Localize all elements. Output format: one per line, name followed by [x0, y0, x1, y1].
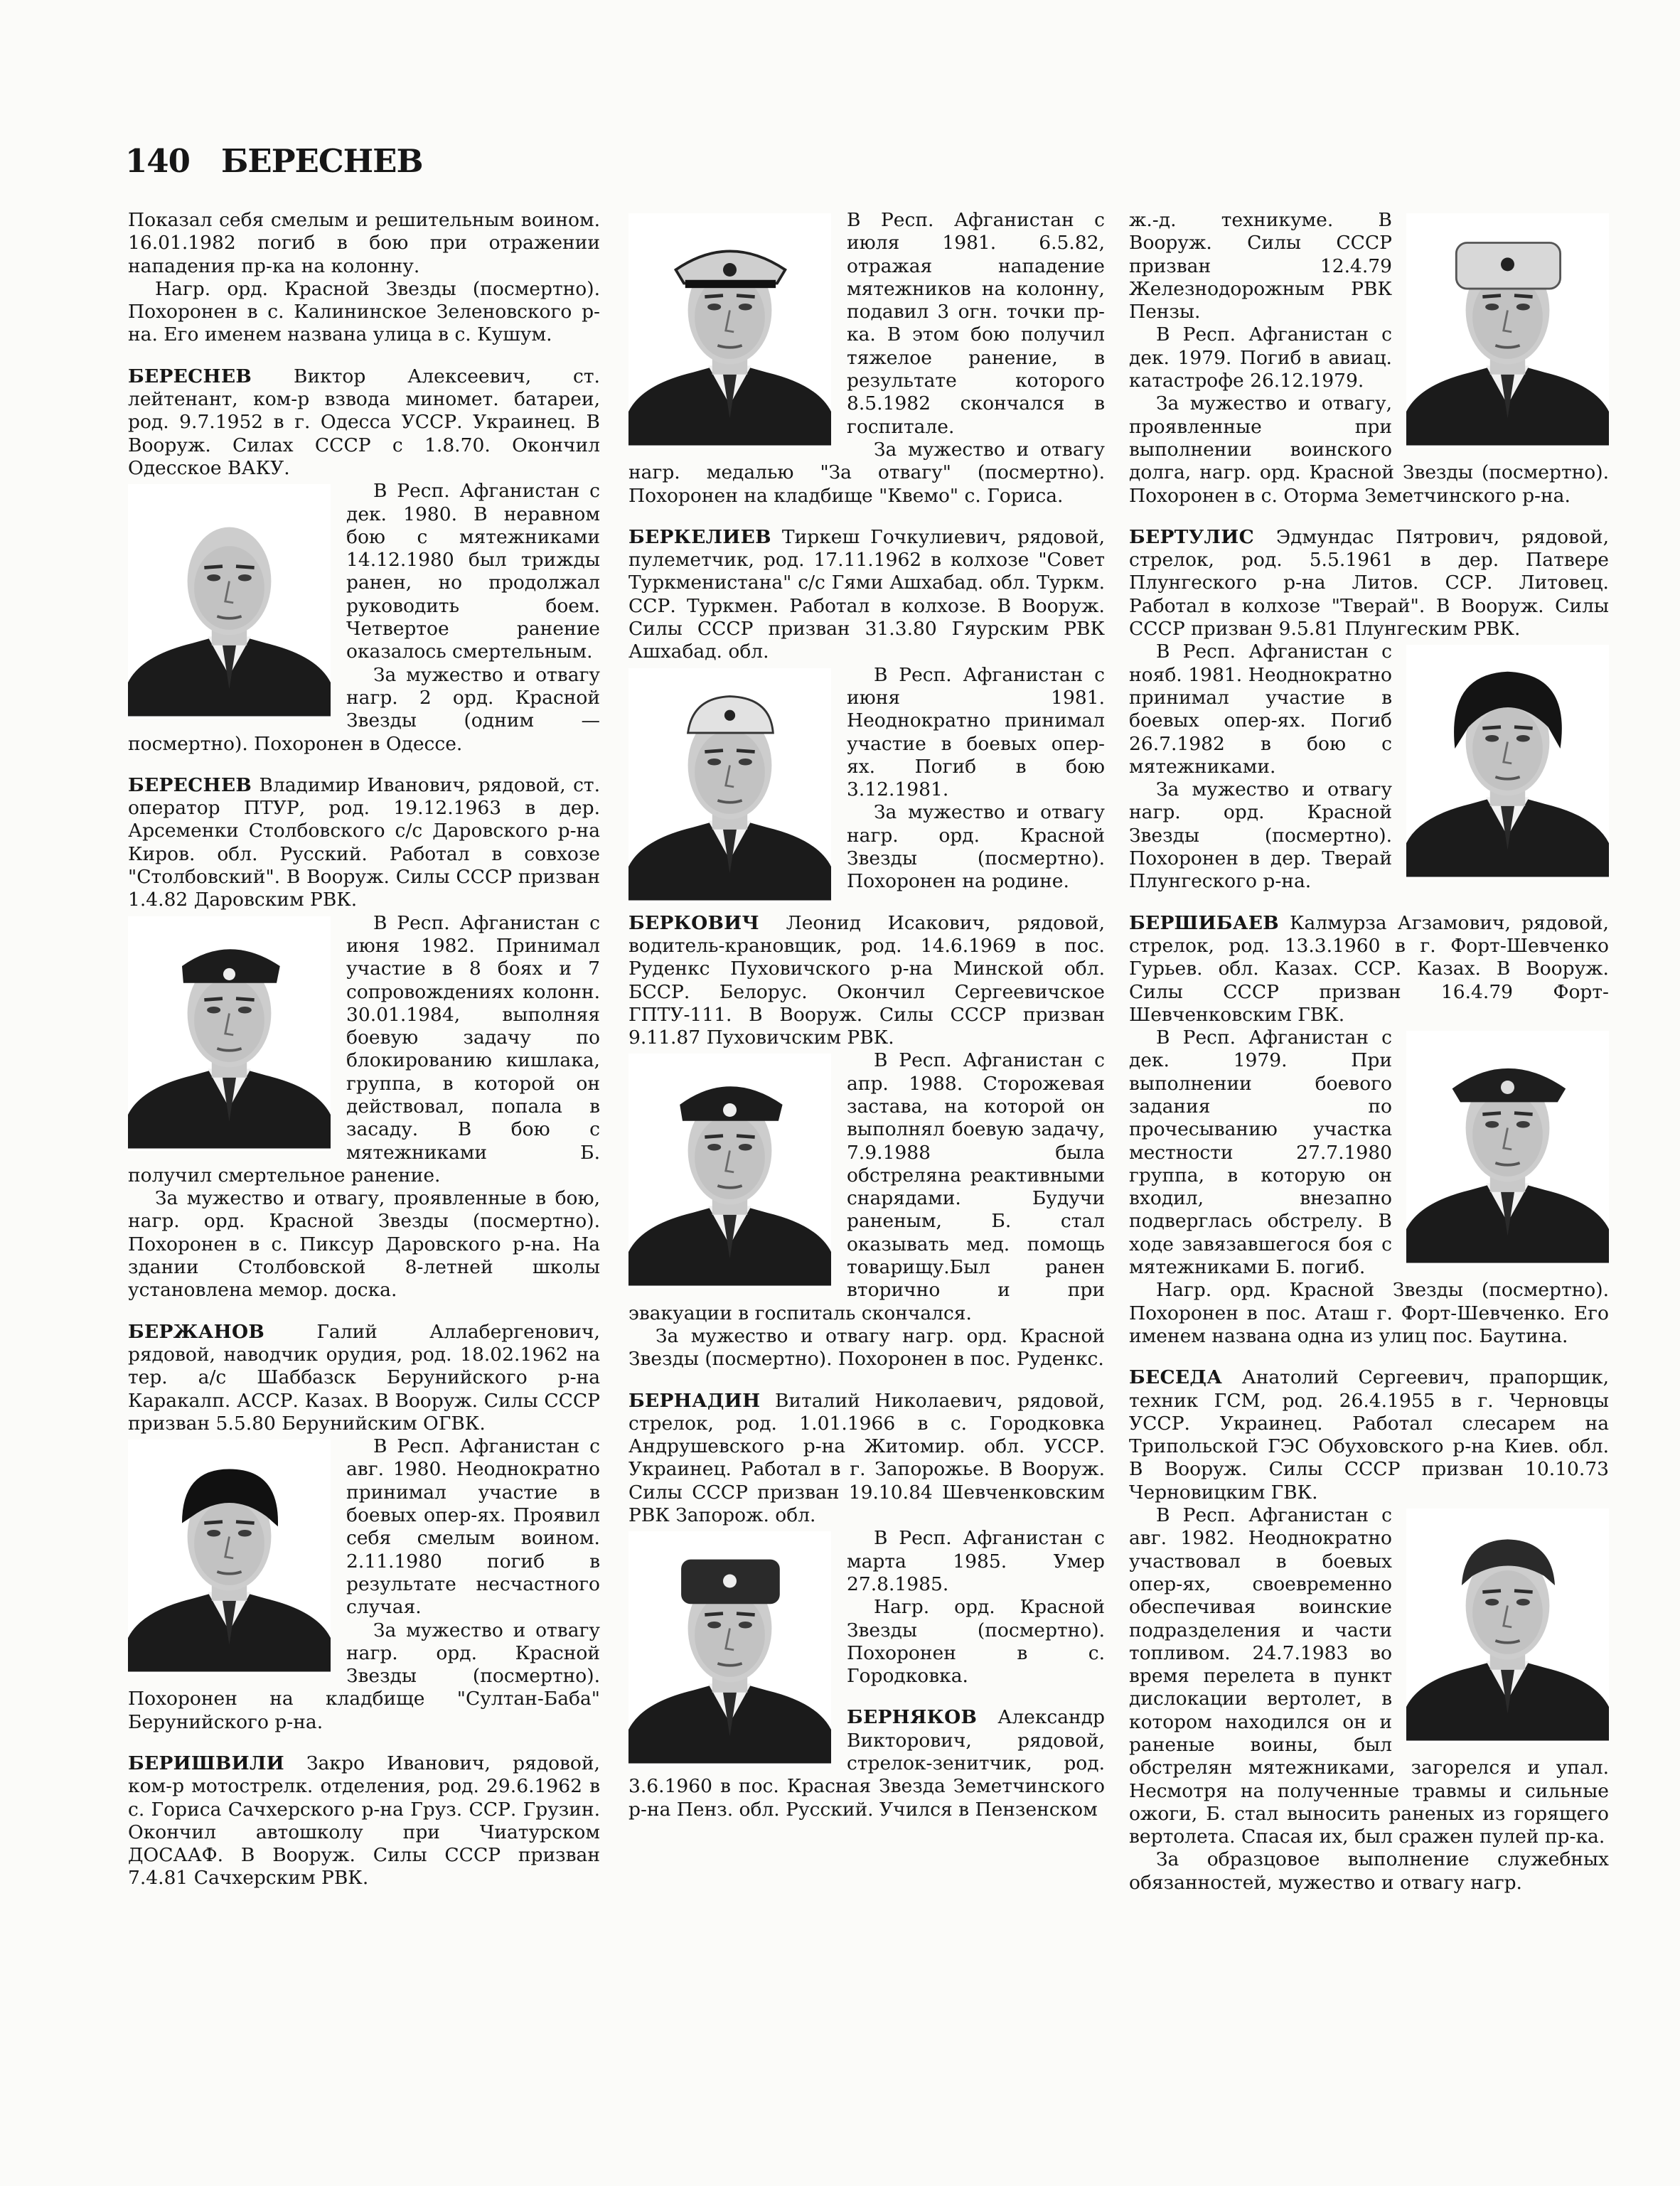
entry-bershibaev — [1129, 912, 1609, 1349]
entry-continuation — [628, 209, 1105, 508]
entry-bio: Владимир Иванович, рядовой, ст. оператор ПТУР, род. 19.12.1963 в дер. Арсеменки Столбовского с/с Даровского р-на Киров. обл. Русский. Работал в совхозе "Столбовский". В Вооруж. Силы СССР призван 1.4.82 Даровским РВК. — [128, 773, 600, 911]
entry-surname: БЕРТУЛИС — [1129, 525, 1254, 548]
entry-surname: БЕРЕСНЕВ — [128, 773, 252, 796]
paragraph: За образцовое выполнение служебных обязанностей, мужество и отвагу нагр. — [1129, 1848, 1609, 1894]
page-running-title: БЕРЕСНЕВ — [220, 142, 423, 180]
portrait-photo — [128, 484, 331, 719]
entry-beresnev-viktor — [128, 365, 600, 756]
paragraph: В Респ. Афганистан с июля 1981. 6.5.82, отражая нападение мятежников на колонну, подавил 3 огн. точки пр-ка. В этом бою получил тяжелое ранение, в результате которого 8.5.1982 скончался в госпитале. — [847, 209, 1105, 438]
paragraph: В Респ. Афганистан с дек. 1979. При выполнении боевого задания по прочесыванию участка местности 27.7.1980 группа, в которую он входил, внезапно подверглась обстрелу. В ходе завязавшегося боя с мятежниками Б. погиб. — [1129, 1027, 1392, 1279]
entry-bertulis — [1129, 526, 1609, 894]
entry-bio: Закро Иванович, рядовой, ком-р мотострелк. отделения, род. 29.6.1962 в с. Горисa Сачхерского р-на Груз. ССР. Грузин. Окончил автошколу при Чиатурском ДОСААФ. В Вооруж. Силы СССР призван 7.4.81 Сачхерским РВК. — [128, 1752, 600, 1890]
portrait-photo — [628, 1531, 831, 1766]
entry-berkeliev — [628, 526, 1105, 894]
paragraph: В Респ. Афганистан с дек. 1980. В неравном бою с мятежниками 14.12.1980 был трижды ранен, но продолжал руководить боем. Четвертое ранение оказалось смертельным. — [346, 480, 600, 663]
paragraph: В Респ. Афганистан с авг. 1980. Неоднократно принимал участие в боевых опер-ях. Проявил себя смелым воином. 2.11.1980 погиб в результате несчастного случая. — [346, 1435, 600, 1619]
entry-surname: БЕРШИБАЕВ — [1129, 911, 1279, 934]
column-3 — [1129, 209, 1609, 2171]
paragraph: За мужество и отвагу нагр. орд. Красной Звезды (посмертно). Похоронен в дер. Тверай Плунгеского р-на. — [1129, 778, 1392, 893]
entry-berzhanov — [128, 1321, 600, 1734]
entry-beresnev-vladimir — [128, 774, 600, 1302]
entry-surname: БЕРИШВИЛИ — [128, 1752, 285, 1774]
paragraph: За мужество и отвагу нагр. орд. Красной Звезды (посмертно). Похоронен на родине. — [847, 801, 1105, 893]
paragraph: В Респ. Афганистан с апр. 1988. Сторожевая застава, на которой он выполнял боевую задачу, 7.9.1988 была обстреляна реактивными снарядами. Будучи раненым, Б. стал оказывать мед. помощь товарищу.Был ранен вторично и при эвакуации в госпиталь скончался. — [628, 1049, 1105, 1324]
paragraph: В Респ. Афганистан с июня 1982. Принимал участие в 8 боях и 7 сопровождениях колонн. 30.01.1984, выполняя боевую задачу по блокированию кишлака, группа, в которой он действовал, попала в засаду. В бою с мятежниками Б. получил смертельное ранение. — [128, 911, 600, 1186]
paragraph: За мужество и отвагу нагр. 2 орд. Красной Звезды (одним — посмертно). Похоронен в Одессе. — [128, 663, 600, 755]
paragraph: В Респ. Афганистан с июня 1981. Неоднократно принимал участие в боевых опер-ях. Погиб в бою 3.12.1981. — [847, 663, 1105, 801]
entry-continuation — [128, 209, 600, 347]
column-2 — [628, 209, 1105, 2171]
entry-surname: БЕРЕСНЕВ — [128, 365, 252, 387]
paragraph: В Респ. Афганистан с авг. 1982. Неоднократно участвовал в боевых опер-ях, своевременно обеспечивая воинские подразделения и части топливом. 24.7.1983 во время перелета в пункт дислокации вертолет, в котором находился он и раненые воины, был обстрелян мятежниками, загорелся и упал. Несмотря на полученные травмы и сильные ожоги, Б. стал выносить раненых из горящего вертолета. Спасая их, был сражен пулей пр-ка. — [1129, 1504, 1609, 1848]
paragraph: В Респ. Афганистан с дек. 1979. Погиб в авиац. катастрофе 26.12.1979. — [1129, 323, 1392, 392]
paragraph: За мужество и отвагу, проявленные в бою, нагр. орд. Красной Звезды (посмертно). Похоронен в с. Пиксур Даровского р-на. На здании Столбовской 8-летней школы установлена мемор. доска. — [128, 1187, 600, 1302]
paragraph: Нагр. орд. Красной Звезды (посмертно). Похоронен в пос. Аташ г. Форт-Шевченко. Его именем названа одна из улиц пос. Баутина. — [1129, 1279, 1609, 1347]
paragraph: За мужество и отвагу нагр. медалью "За отвагу" (посмертно). Похоронен на кладбище "Квемо" с. Гориса. — [628, 438, 1105, 507]
paragraph: ж.-д. техникуме. В Вооруж. Силы СССР призван 12.4.79 Железнодорожным РВК Пензы. — [1129, 209, 1392, 323]
entry-beseda — [1129, 1366, 1609, 1895]
entry-berkovich — [628, 912, 1105, 1371]
entry-surname: БЕРНАДИН — [628, 1389, 761, 1412]
entry-surname: БЕРЖАНОВ — [128, 1320, 265, 1343]
paragraph: За мужество и отвагу, проявленные при выполнении воинского долга, нагр. орд. Красной Звезды (посмертно). Похоронен в с. Оторма Земетчинского р-на. — [1129, 392, 1609, 507]
portrait-photo — [1406, 1509, 1609, 1743]
entry-bio: Виктор Алексеевич, ст. лейтенант, ком-р взвода миномет. батареи, род. 9.7.1952 в г. Одесса УССР. Украинец. В Вооруж. Силах СССР с 1.8.70. Окончил Одесское ВАКУ. — [128, 365, 600, 479]
portrait-photo — [1406, 213, 1609, 448]
paragraph: В Респ. Афганистан с нояб. 1981. Неоднократно принимал участие в боевых опер-ях. Погиб 26.7.1982 в бою с мятежниками. — [1129, 641, 1392, 778]
entry-surname: БЕРКОВИЧ — [628, 911, 759, 934]
page-header — [125, 142, 423, 180]
entry-surname: БЕРНЯКОВ — [847, 1706, 978, 1729]
entry-surname: БЕРКЕЛИЕВ — [628, 525, 771, 548]
portrait-photo — [628, 1054, 831, 1288]
entry-bio: Эдмундас Пятрович, рядовой, стрелок, род. 5.5.1961 в дер. Патвере Плунгеского р-на Литов. ССР. Литовец. Работал в колхозе "Тверай". В Вооруж. Силы СССР призван 9.5.81 Плунгеским РВК. — [1129, 525, 1609, 641]
portrait-photo — [128, 916, 331, 1151]
entry-bernadin — [628, 1390, 1105, 1688]
entry-berishvili — [128, 1752, 600, 1890]
entry-bio: Леонид Исакович, рядовой, водитель-крановщик, род. 14.6.1969 в пос. Руденкс Пуховичского р-на Минской обл. БССР. Белорус. Окончил Сергеевичское ГПТУ-111. В Вооруж. Силы СССР призван 9.11.87 Пуховичским РВК. — [628, 911, 1105, 1049]
page-number: 140 — [125, 142, 190, 180]
paragraph: За мужество и отвагу нагр. орд. Красной Звезды (посмертно). Похоронен в пос. Руденкс. — [628, 1324, 1105, 1371]
paragraph: Показал себя смелым и решительным воином. 16.01.1982 погиб в бою при отражении нападения пр-ка на колонну. — [128, 209, 600, 277]
portrait-photo — [128, 1440, 331, 1674]
portrait-photo — [628, 668, 831, 903]
entry-bio: Тиркеш Гочкулиевич, рядовой, пулеметчик, род. 17.11.1962 в колхозе "Совет Туркменистана" с/с Гями Ашхабад. обл. Туркм. ССР. Туркмен. Работал в колхозе. В Вооруж. Силы СССР призван 31.3.80 Гяурским РВК Ашхабад. обл. — [628, 525, 1105, 663]
entry-bio: Калмурза Агзамович, рядовой, стрелок, род. 13.3.1960 в г. Форт-Шевченко Гурьев. обл. Казах. ССР. Казах. В Вооруж. Силы СССР призван 16.4.79 Форт-Шевченковским ГВК. — [1129, 911, 1609, 1026]
entry-bio: Виталий Николаевич, рядовой, стрелок, род. 1.01.1966 в с. Городковка Андрушевского р-на Житомир. обл. УССР. Украинец. Работал в г. Запорожье. В Вооруж. Силы СССР призван 19.10.84 Шевченковским РВК Запорож. обл. — [628, 1389, 1105, 1527]
entry-surname: БЕСЕДА — [1129, 1366, 1223, 1389]
entry-bio: Александр Викторович, рядовой, стрелок-зенитчик, род. 3.6.1960 в пос. Красная Звезда Земетчинского р-на Пенз. обл. Русский. Учился в Пензенском — [628, 1706, 1105, 1821]
entry-bio: Анатолий Сергеевич, прапорщик, техник ГСМ, род. 26.4.1955 в г. Черновцы УССР. Украинец. Работал слесарем на Трипольской ГЭС Обуховского р-на Киев. обл. В Вооруж. Силы СССР призван 10.10.73 Черновицким ГВК. — [1129, 1366, 1609, 1504]
paragraph: Нагр. орд. Красной Звезды (посмертно). Похоронен в с. Калининское Зеленовского р-на. Его именем названа улица в с. Кушум. — [128, 277, 600, 346]
paragraph: За мужество и отвагу нагр. орд. Красной Звезды (посмертно). Похоронен на кладбище "Султан-Баба" Берунийского р-на. — [128, 1619, 600, 1733]
paragraph: Нагр. орд. Красной Звезды (посмертно). Похоронен в с. Городковка. — [847, 1596, 1105, 1688]
entry-bio: Галий Аллабергенович, рядовой, наводчик орудия, род. 18.02.1962 на тер. а/с Шаббазск Берунийского р-на Каракалп. АССР. Казах. В Вооруж. Силы СССР призван 5.5.80 Берунийским ОГВК. — [128, 1320, 600, 1435]
paragraph: В Респ. Афганистан с марта 1985. Умер 27.8.1985. — [847, 1527, 1105, 1595]
entry-continuation — [1129, 209, 1609, 508]
column-1 — [128, 209, 600, 2171]
portrait-photo — [1406, 645, 1609, 879]
portrait-photo — [1406, 1031, 1609, 1265]
portrait-photo — [628, 213, 831, 448]
